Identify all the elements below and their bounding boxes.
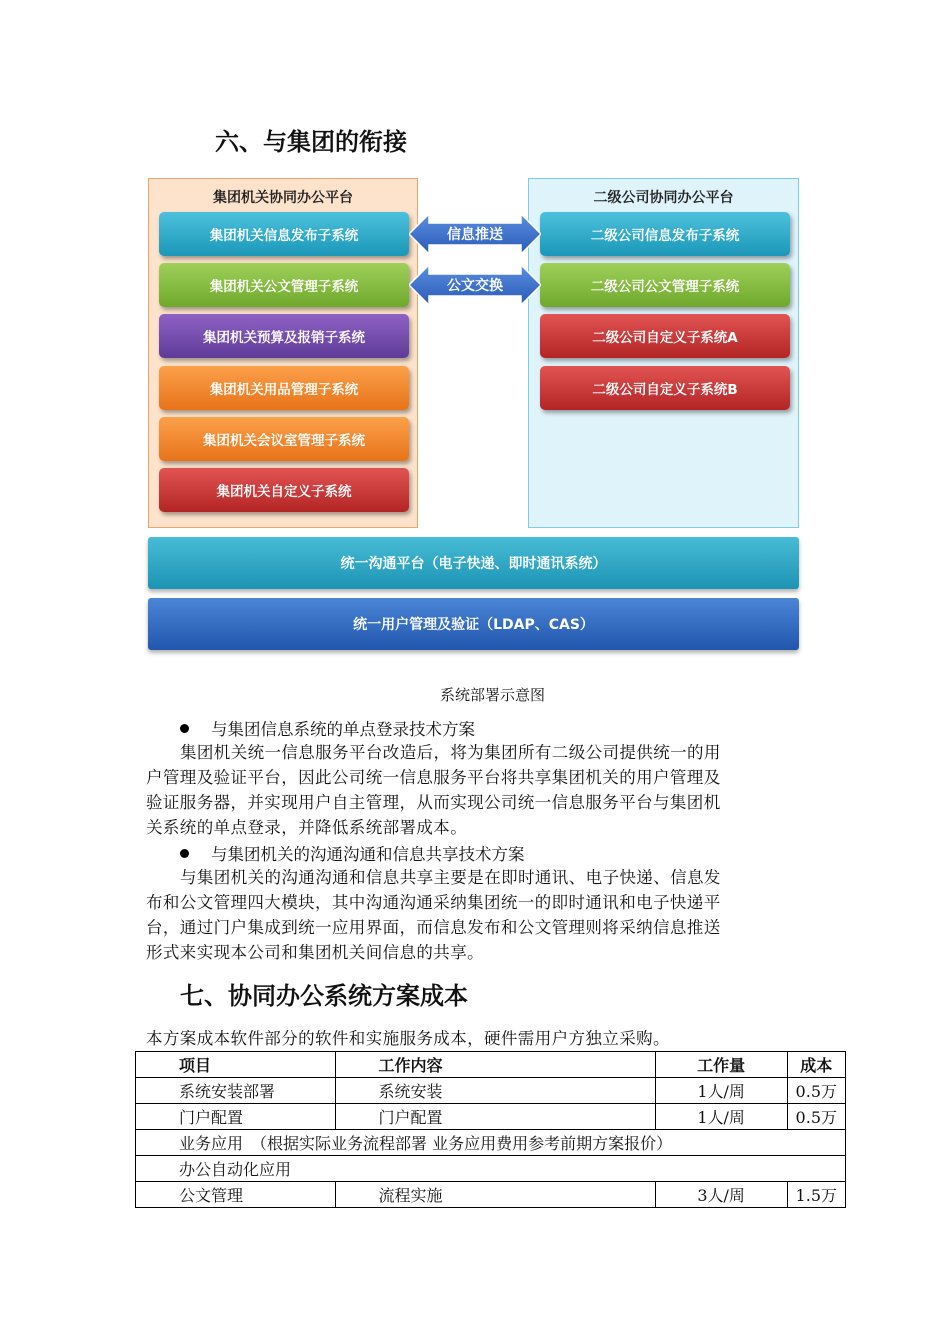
bullet-item-communication [180, 841, 525, 865]
info-push-label: 信息推送 [447, 227, 503, 243]
sub-module-custom-a: 二级公司自定义子系统A [540, 314, 790, 358]
group-platform-title: 集团机关协同办公平台 [213, 190, 353, 206]
cell-item: 门户配置 [136, 1104, 336, 1130]
table-row [136, 1182, 846, 1208]
para-comm-line2: 布和公文管理四大模块，其中沟通沟通采纳集团统一的即时通讯和电子快递平 [146, 893, 721, 912]
table-row [136, 1078, 846, 1104]
para-sso-line3: 验证服务器，并实现用户自主管理，从而实现公司统一信息服务平台与集团机 [146, 793, 721, 812]
section-heading-6: 六、与集团的衔接 [215, 128, 407, 156]
cell-workload: 1人/周 [655, 1104, 787, 1130]
header-workload: 工作量 [655, 1052, 787, 1078]
cell-item: 系统安装部署 [136, 1078, 336, 1104]
doc-exchange-arrow [409, 265, 541, 305]
diagram-caption: 系统部署示意图 [439, 686, 545, 704]
para-sso-line4: 关系统的单点登录，并降低系统部署成本。 [146, 818, 468, 837]
cell-cost: 0.5万 [787, 1104, 845, 1130]
unified-auth-bar: 统一用户管理及验证（LDAP、CAS） [148, 598, 799, 650]
header-cost: 成本 [787, 1052, 845, 1078]
sub-module-document: 二级公司公文管理子系统 [540, 263, 790, 307]
group-module-document: 集团机关公文管理子系统 [159, 263, 409, 307]
bullet-text: 与集团信息系统的单点登录技术方案 [211, 720, 475, 739]
sub-module-custom-b: 二级公司自定义子系统B [540, 366, 790, 410]
cell-work-content: 系统安装 [335, 1078, 655, 1104]
sub-module-info-publish: 二级公司信息发布子系统 [540, 212, 790, 256]
group-module-custom: 集团机关自定义子系统 [159, 468, 409, 512]
para-sso-line2: 户管理及验证平台，因此公司统一信息服务平台将共享集团机关的用户管理及 [146, 768, 721, 787]
cell-work-content: 流程实施 [335, 1182, 655, 1208]
cell-cost: 1.5万 [787, 1182, 845, 1208]
cell-office-automation: 办公自动化应用 [136, 1156, 846, 1182]
group-module-meeting-room: 集团机关会议室管理子系统 [159, 417, 409, 461]
cell-work-content: 门户配置 [335, 1104, 655, 1130]
info-push-arrow [409, 214, 541, 254]
table-row [136, 1156, 846, 1182]
section-heading-7: 七、协同办公系统方案成本 [180, 982, 468, 1010]
para-comm-line4: 形式来实现本公司和集团机关间信息的共享。 [146, 943, 484, 962]
group-module-supplies: 集团机关用品管理子系统 [159, 366, 409, 410]
table-row [136, 1104, 846, 1130]
cell-item: 公文管理 [136, 1182, 336, 1208]
cost-intro: 本方案成本软件部分的软件和实施服务成本，硬件需用户方独立采购。 [146, 1029, 670, 1048]
table-header-row [136, 1052, 846, 1078]
subsidiary-platform-title: 二级公司协同办公平台 [593, 190, 734, 206]
cell-business-apps: 业务应用 （根据实际业务流程部署 业务应用费用参考前期方案报价） [136, 1130, 846, 1156]
bullet-item-sso [180, 716, 475, 740]
cell-workload: 1人/周 [655, 1078, 787, 1104]
group-module-info-publish: 集团机关信息发布子系统 [159, 212, 409, 256]
cost-table [135, 1051, 846, 1208]
table-row [136, 1130, 846, 1156]
cell-cost: 0.5万 [787, 1078, 845, 1104]
bullet-icon [180, 724, 189, 733]
bullet-icon [180, 849, 189, 858]
group-module-budget: 集团机关预算及报销子系统 [159, 314, 409, 358]
cell-workload: 3人/周 [655, 1182, 787, 1208]
bullet-text: 与集团机关的沟通沟通和信息共享技术方案 [211, 845, 525, 864]
doc-exchange-label: 公文交换 [447, 278, 503, 294]
para-comm-line3: 台，通过门户集成到统一应用界面，而信息发布和公文管理则将采纳信息推送 [146, 918, 721, 937]
header-work-content: 工作内容 [335, 1052, 655, 1078]
para-comm-line1: 与集团机关的沟通沟通和信息共享主要是在即时通讯、电子快递、信息发 [180, 868, 721, 887]
header-item: 项目 [136, 1052, 336, 1078]
para-sso-line1: 集团机关统一信息服务平台改造后，将为集团所有二级公司提供统一的用 [180, 743, 721, 762]
unified-communication-bar: 统一沟通平台（电子快递、即时通讯系统） [148, 537, 799, 589]
